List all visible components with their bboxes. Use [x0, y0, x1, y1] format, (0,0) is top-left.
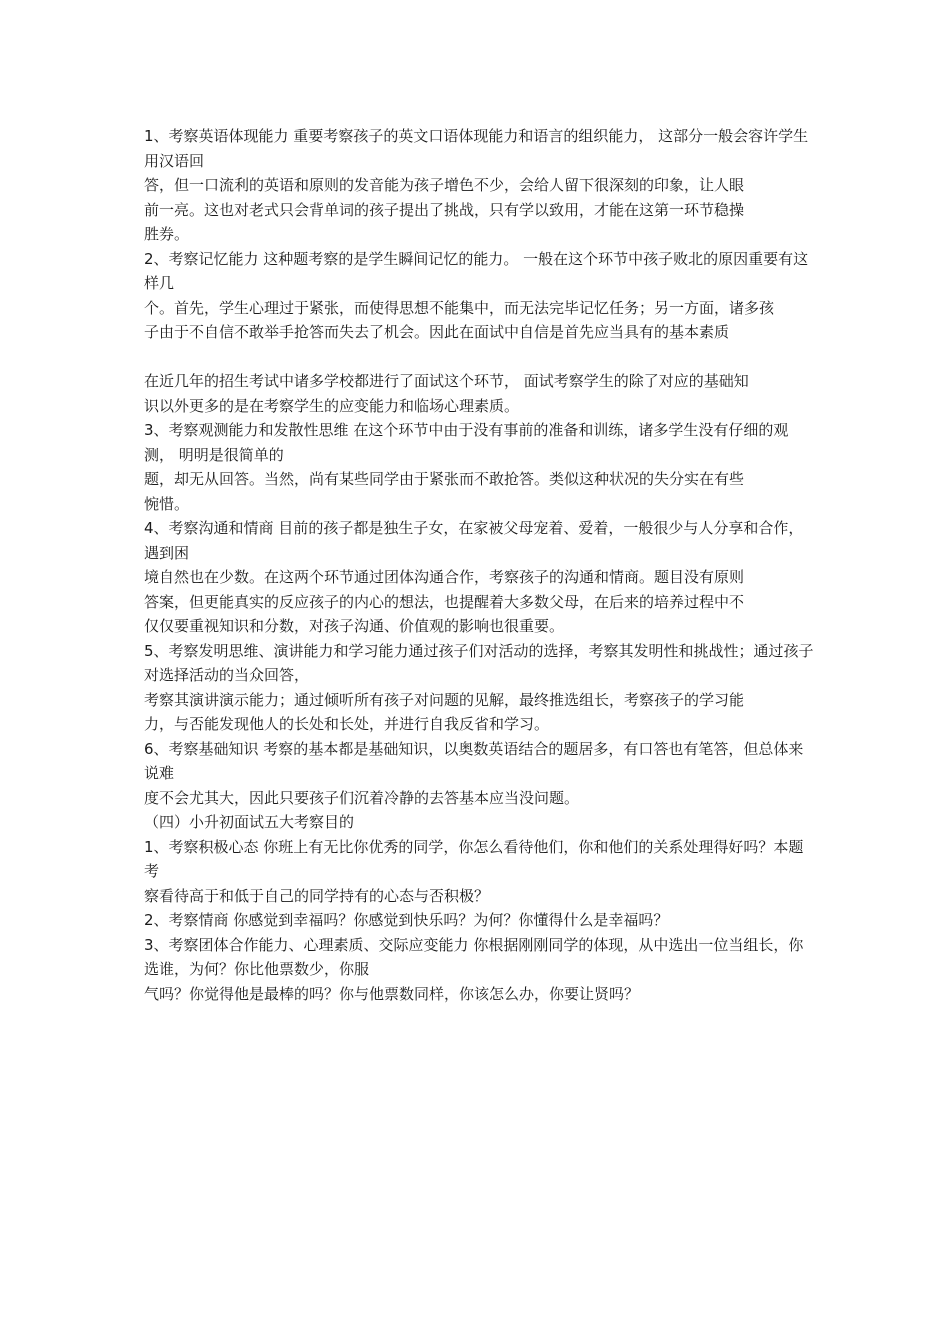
- paragraph-line: 气吗？你觉得他是最棒的吗？你与他票数同样，你该怎么办，你要让贤吗？: [144, 984, 640, 1003]
- paragraph-line: 2、考察情商 你感觉到幸福吗？你感觉到快乐吗？为何？你懂得什么是幸福吗？: [144, 911, 669, 929]
- paragraph-line: 题，却无从回答。当然，尚有某些同学由于紧张而不敢抢答。类似这种状况的失分实在有些: [144, 470, 745, 488]
- paragraph-line: 前一亮。这也对老式只会背单词的孩子提出了挑战，只有学以致用，才能在这第一环节稳操: [144, 200, 745, 219]
- paragraph-line: 6、考察基础知识 考察的基本都是基础知识，以奥数英语结合的题居多，有口答也有笔答，但总体来说难: [144, 739, 804, 782]
- paragraph-line: 仅仅要重视知识和分数，对孩子沟通、价值观的影响也很重要。: [144, 617, 565, 635]
- paragraph-line: 答案，但更能真实的反应孩子的内心的想法，也提醒着大多数父母，在后来的培养过程中不: [144, 592, 745, 611]
- paragraph-line: 境自然也在少数。在这两个环节通过团体沟通合作，考察孩子的沟通和情商。题目没有原则: [144, 568, 745, 586]
- paragraph-line: 在近几年的招生考试中诸多学校都进行了面试这个环节， 面试考察学生的除了对应的基础知: [144, 372, 749, 390]
- paragraph-line: 3、考察观测能力和发散性思维 在这个环节中由于没有事前的准备和训练，诸多学生没有仔细的观测， 明明是很简单的: [144, 421, 789, 464]
- document-body: [144, 124, 816, 1006]
- paragraph-line: 力，与否能发现他人的长处和长处，并进行自我反省和学习。: [144, 715, 550, 733]
- blank-line: [144, 345, 816, 370]
- paragraph-line: 胜券。: [144, 225, 190, 243]
- paragraph-line: 个。首先，学生心理过于紧张，而使得思想不能集中，而无法完毕记忆任务；另一方面，诸多孩: [144, 298, 775, 317]
- paragraph-line: 察看待高于和低于自己的同学持有的心态与否积极？: [144, 886, 490, 905]
- paragraph-line: 5、考察发明思维、演讲能力和学习能力通过孩子们对活动的选择，考察其发明性和挑战性；通过孩子对选择活动的当众回答，: [144, 641, 814, 684]
- paragraph-line: 考察其演讲演示能力；通过倾听所有孩子对问题的见解，最终推选组长，考察孩子的学习能: [144, 690, 745, 709]
- paragraph-line: 1、考察积极心态 你班上有无比你优秀的同学，你怎么看待他们，你和他们的关系处理得好吗？本题考: [144, 837, 804, 880]
- paragraph-line: 惋惜。: [144, 494, 190, 513]
- paragraph-line: 2、考察记忆能力 这种题考察的是学生瞬间记忆的能力。 一般在这个环节中孩子败北的原因重要有这样几: [144, 249, 809, 292]
- paragraph-line: 3、考察团体合作能力、心理素质、交际应变能力 你根据刚刚同学的体现，从中选出一位当组长，你选谁，为何？你比他票数少，你服: [144, 935, 804, 978]
- paragraph-line: 答，但一口流利的英语和原则的发音能为孩子增色不少，会给人留下很深刻的印象，让人眼: [144, 176, 745, 194]
- paragraph-line: 度不会尤其大，因此只要孩子们沉着冷静的去答基本应当没问题。: [144, 788, 580, 807]
- paragraph-line: 识以外更多的是在考察学生的应变能力和临场心理素质。: [144, 396, 520, 415]
- section-heading: （四）小升初面试五大考察目的: [144, 813, 355, 831]
- paragraph-line: 子由于不自信不敢举手抢答而失去了机会。因此在面试中自信是首先应当具有的基本素质: [144, 323, 730, 341]
- paragraph-line: 1、考察英语体现能力 重要考察孩子的英文口语体现能力和语言的组织能力， 这部分一般会容许学生用汉语回: [144, 127, 809, 170]
- paragraph-line: 4、考察沟通和情商 目前的孩子都是独生子女，在家被父母宠着、爱着，一般很少与人分享和合作，遇到困: [144, 519, 804, 562]
